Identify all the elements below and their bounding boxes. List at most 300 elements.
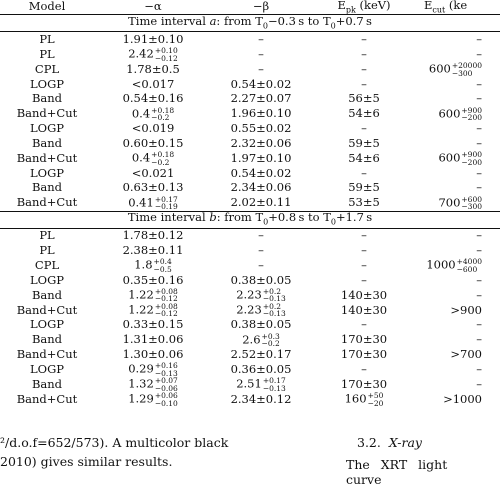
lower-error: −0.12 — [154, 309, 178, 319]
cell-beta — [212, 228, 310, 243]
cell-ecut — [418, 348, 500, 363]
lower-error: −0.13 — [262, 294, 286, 304]
cell-beta — [212, 333, 310, 348]
model-name: Band — [31, 287, 63, 302]
asymmetric-error — [263, 288, 286, 303]
value: – — [476, 180, 482, 195]
upper-error: +4000 — [456, 257, 482, 267]
lower-error: −0.13 — [154, 368, 178, 378]
model-name: Band+Cut — [16, 195, 78, 210]
cell-model — [0, 303, 94, 318]
cell-beta — [212, 258, 310, 273]
value: 170±30 — [340, 377, 388, 392]
model-name: Band+Cut — [16, 347, 78, 362]
value: 600 — [428, 61, 451, 76]
model-name: PL — [39, 31, 55, 46]
cell-alpha — [94, 392, 212, 407]
model-name: LOGP — [30, 121, 64, 136]
cell-alpha — [94, 258, 212, 273]
lower-error: −20 — [367, 398, 384, 408]
model-name: LOGP — [30, 272, 64, 287]
asymmetric-error — [155, 47, 178, 62]
header-epk: $E_{pk}$ (keV) — [310, 0, 418, 15]
cell-alpha — [94, 196, 212, 212]
lower-error: −0.13 — [262, 383, 286, 393]
cell-ecut — [418, 196, 500, 212]
cell-beta — [212, 122, 310, 137]
lower-error: −200 — [461, 113, 482, 123]
cell-alpha — [94, 166, 212, 181]
value: <0.019 — [131, 121, 175, 136]
cell-epk — [310, 196, 418, 212]
value: 0.33±0.15 — [122, 317, 184, 332]
upper-error: +0.07 — [154, 376, 178, 386]
value: – — [361, 272, 367, 287]
value: 1.22 — [128, 302, 154, 317]
value: 1.22 — [128, 287, 154, 302]
value: – — [258, 242, 264, 257]
upper-error: +900 — [461, 150, 482, 160]
model-name: CPL — [34, 61, 60, 76]
cell-epk — [310, 348, 418, 363]
value: 1.8 — [134, 257, 153, 272]
cell-ecut — [418, 92, 500, 107]
value: 2.27±0.07 — [230, 91, 292, 106]
body-text-line: ²/d.o.f=652/573). A multicolor black — [0, 435, 229, 450]
value: 2.34±0.06 — [230, 180, 292, 195]
model-name: Band+Cut — [16, 106, 78, 121]
value: – — [476, 91, 482, 106]
upper-error: +0.10 — [154, 46, 178, 56]
lower-error: −0.2 — [151, 113, 170, 123]
cell-alpha — [94, 377, 212, 392]
cell-alpha — [94, 288, 212, 303]
cell-model — [0, 377, 94, 392]
cell-alpha — [94, 243, 212, 258]
cell-epk — [310, 136, 418, 151]
section-title-part: 0 — [330, 21, 336, 31]
value: 2.52±0.17 — [230, 347, 292, 362]
model-name: Band — [31, 135, 63, 150]
upper-error: +0.08 — [154, 286, 178, 296]
value: 59±5 — [348, 180, 380, 195]
cell-model — [0, 107, 94, 122]
value: – — [361, 165, 367, 180]
section-heading: 3.2. X-ray — [357, 435, 422, 450]
section-title-part: 0 — [262, 21, 268, 31]
value: >900 — [450, 302, 482, 317]
cell-beta — [212, 288, 310, 303]
value: 54±6 — [348, 106, 380, 121]
value: – — [258, 46, 264, 61]
upper-error: +50 — [367, 391, 384, 401]
value: 160 — [344, 391, 367, 406]
value: 0.60±0.15 — [122, 135, 184, 150]
cell-beta — [212, 47, 310, 62]
upper-error: +0.08 — [154, 301, 178, 311]
value: 2.02±0.11 — [230, 195, 292, 210]
upper-error: +600 — [461, 194, 482, 204]
value: 0.29 — [128, 361, 154, 376]
cell-ecut — [418, 77, 500, 92]
value: 0.54±0.02 — [230, 76, 292, 91]
value: >1000 — [443, 392, 482, 407]
upper-error: +0.16 — [154, 361, 178, 371]
value: – — [361, 228, 367, 243]
cell-alpha — [94, 47, 212, 62]
cell-alpha — [94, 107, 212, 122]
asymmetric-error — [262, 333, 280, 348]
value: 0.4 — [131, 106, 151, 121]
cell-ecut — [418, 362, 500, 377]
upper-error: +20000 — [451, 61, 482, 71]
value: <0.021 — [131, 165, 175, 180]
asymmetric-error — [155, 288, 178, 303]
lower-error: −200 — [461, 157, 482, 167]
table-row — [0, 196, 500, 212]
model-name: Band — [31, 332, 63, 347]
value: 140±30 — [340, 287, 388, 302]
body-text-fragment — [0, 416, 474, 487]
value: 170±30 — [340, 347, 388, 362]
cell-epk — [310, 362, 418, 377]
cell-ecut — [418, 166, 500, 181]
value: 0.38±0.05 — [230, 317, 292, 332]
asymmetric-error — [461, 107, 482, 122]
cell-model — [0, 273, 94, 288]
cell-epk — [310, 377, 418, 392]
table-row — [0, 181, 500, 196]
upper-error: +0.3 — [261, 331, 280, 341]
cell-beta — [212, 166, 310, 181]
value: – — [476, 272, 482, 287]
model-name: LOGP — [30, 165, 64, 180]
asymmetric-error — [452, 62, 482, 77]
model-name: PL — [39, 228, 55, 243]
cell-epk — [310, 47, 418, 62]
table-row — [0, 318, 500, 333]
value: 0.41 — [128, 195, 154, 210]
value: 2.42 — [128, 46, 154, 61]
value: – — [476, 362, 482, 377]
cell-ecut — [418, 151, 500, 166]
section-title-part: Time interval — [128, 14, 210, 29]
lower-error: −0.2 — [261, 339, 280, 349]
cell-model — [0, 362, 94, 377]
cell-ecut — [418, 136, 500, 151]
model-name: LOGP — [30, 76, 64, 91]
value: 53±5 — [348, 195, 380, 210]
cell-epk — [310, 107, 418, 122]
cell-model — [0, 166, 94, 181]
section-title-part: 0 — [330, 217, 336, 227]
cell-ecut — [418, 392, 500, 407]
lower-error: −0.19 — [154, 202, 178, 212]
cell-epk — [310, 32, 418, 47]
cell-alpha — [94, 303, 212, 318]
value: – — [361, 31, 367, 46]
asymmetric-error — [151, 107, 174, 122]
value: 0.38±0.05 — [230, 272, 292, 287]
value: – — [476, 31, 482, 46]
value: 1.32 — [128, 376, 154, 391]
table-row — [0, 392, 500, 407]
lower-error: −0.12 — [154, 294, 178, 304]
asymmetric-error — [151, 151, 174, 166]
cell-beta — [212, 318, 310, 333]
cell-model — [0, 181, 94, 196]
model-name: LOGP — [30, 362, 64, 377]
cell-beta — [212, 92, 310, 107]
value: – — [361, 46, 367, 61]
value: 0.54±0.02 — [230, 165, 292, 180]
section-title-part: +0.7 s — [335, 14, 372, 29]
value: 1.31±0.06 — [122, 332, 184, 347]
cell-ecut — [418, 181, 500, 196]
cell-model — [0, 62, 94, 77]
value: <0.017 — [131, 76, 175, 91]
table-row — [0, 303, 500, 318]
cell-model — [0, 318, 94, 333]
lower-error: −600 — [456, 264, 478, 274]
cell-alpha — [94, 62, 212, 77]
value: 600 — [438, 150, 461, 165]
lower-error: −0.13 — [262, 309, 286, 319]
table-row — [0, 348, 500, 363]
section-title-part: : from T — [216, 14, 263, 29]
value: – — [476, 377, 482, 392]
cell-model — [0, 32, 94, 47]
value: – — [361, 242, 367, 257]
cell-alpha — [94, 32, 212, 47]
model-name: Band — [31, 91, 63, 106]
section-title-part: +1.7 s — [335, 210, 373, 225]
model-name: PL — [39, 46, 55, 61]
asymmetric-error — [154, 258, 172, 273]
model-name: Band+Cut — [16, 302, 78, 317]
cell-alpha — [94, 77, 212, 92]
cell-epk — [310, 77, 418, 92]
model-name: Band+Cut — [16, 392, 78, 407]
cell-model — [0, 228, 94, 243]
section-title-part: a — [209, 14, 217, 29]
value: – — [258, 61, 264, 76]
table-row — [0, 107, 500, 122]
cell-ecut — [418, 377, 500, 392]
section-title-part: −0.3 s to T — [267, 14, 331, 29]
table-row — [0, 136, 500, 151]
section-title-part: Time interval — [127, 210, 210, 225]
value: 2.51 — [236, 376, 262, 391]
cell-ecut — [418, 228, 500, 243]
lower-error: −0.2 — [151, 157, 170, 167]
model-name: Band — [31, 377, 63, 392]
body-text-line: The XRT light curve — [346, 457, 448, 487]
cell-beta — [212, 136, 310, 151]
asymmetric-error — [155, 392, 178, 407]
value: 1.78±0.12 — [122, 228, 184, 243]
cell-alpha — [94, 348, 212, 363]
value: 2.38±0.11 — [122, 242, 184, 257]
cell-beta — [212, 32, 310, 47]
table-row — [0, 273, 500, 288]
table-row — [0, 151, 500, 166]
cell-beta — [212, 181, 310, 196]
upper-error: +0.18 — [151, 105, 175, 115]
cell-ecut — [418, 288, 500, 303]
table-row — [0, 228, 500, 243]
value: – — [258, 257, 264, 272]
value: 1.91±0.10 — [122, 31, 184, 46]
cell-alpha — [94, 92, 212, 107]
cell-alpha — [94, 122, 212, 137]
value: – — [476, 135, 482, 150]
cell-alpha — [94, 333, 212, 348]
section-title — [0, 211, 500, 228]
model-name: PL — [39, 242, 55, 257]
value: 54±6 — [348, 150, 380, 165]
lower-error: −300 — [451, 68, 473, 78]
cell-beta — [212, 151, 310, 166]
header-alpha: −α — [94, 0, 212, 15]
cell-epk — [310, 273, 418, 288]
cell-alpha — [94, 318, 212, 333]
cell-model — [0, 196, 94, 212]
value: – — [476, 121, 482, 136]
asymmetric-error — [155, 196, 178, 211]
section-title-row — [0, 15, 500, 32]
value: 0.55±0.02 — [230, 121, 292, 136]
value: – — [361, 362, 367, 377]
cell-epk — [310, 303, 418, 318]
cell-ecut — [418, 107, 500, 122]
cell-model — [0, 92, 94, 107]
table-header-row — [0, 0, 500, 15]
asymmetric-error — [461, 196, 482, 211]
cell-alpha — [94, 151, 212, 166]
cell-model — [0, 122, 94, 137]
cell-epk — [310, 228, 418, 243]
value: 170±30 — [340, 332, 388, 347]
cell-epk — [310, 166, 418, 181]
lower-error: −0.06 — [154, 383, 178, 393]
cell-epk — [310, 258, 418, 273]
upper-error: +0.2 — [262, 286, 282, 296]
asymmetric-error — [155, 362, 178, 377]
value: 0.54±0.16 — [122, 91, 184, 106]
value: 1.96±0.10 — [230, 106, 292, 121]
cell-model — [0, 151, 94, 166]
cell-beta — [212, 273, 310, 288]
value: 140±30 — [340, 302, 388, 317]
upper-error: +0.18 — [151, 150, 175, 160]
value: – — [361, 257, 367, 272]
value: – — [361, 317, 367, 332]
value: – — [476, 228, 482, 243]
section-title-row — [0, 211, 500, 228]
body-text-line: 2010) gives similar results. — [0, 454, 173, 469]
value: – — [258, 31, 264, 46]
value: 56±5 — [348, 91, 380, 106]
cell-ecut — [418, 258, 500, 273]
table-row — [0, 122, 500, 137]
cell-ecut — [418, 303, 500, 318]
cell-model — [0, 258, 94, 273]
asymmetric-error — [368, 392, 384, 407]
cell-epk — [310, 92, 418, 107]
cell-epk — [310, 318, 418, 333]
asymmetric-error — [457, 258, 482, 273]
value: 59±5 — [348, 135, 380, 150]
header-model: Model — [0, 0, 94, 15]
table-row — [0, 377, 500, 392]
cell-alpha — [94, 228, 212, 243]
asymmetric-error — [263, 377, 286, 392]
value: – — [476, 317, 482, 332]
cell-model — [0, 288, 94, 303]
cell-model — [0, 243, 94, 258]
cell-alpha — [94, 362, 212, 377]
cell-alpha — [94, 181, 212, 196]
value: 2.34±0.12 — [230, 392, 292, 407]
value: >700 — [450, 347, 482, 362]
value: – — [258, 228, 264, 243]
cell-epk — [310, 392, 418, 407]
table-row — [0, 62, 500, 77]
cell-beta — [212, 303, 310, 318]
lower-error: −0.12 — [154, 53, 178, 63]
value: 0.35±0.16 — [122, 272, 184, 287]
section-title-part: : from T — [216, 210, 264, 225]
cell-beta — [212, 362, 310, 377]
cell-epk — [310, 333, 418, 348]
table-row — [0, 243, 500, 258]
value: 1000 — [426, 257, 456, 272]
value: 0.4 — [131, 150, 151, 165]
header-beta: −β — [212, 0, 310, 15]
table-row — [0, 92, 500, 107]
table-row — [0, 47, 500, 62]
table-row — [0, 288, 500, 303]
cell-epk — [310, 288, 418, 303]
cell-model — [0, 77, 94, 92]
value: – — [476, 46, 482, 61]
value: 700 — [438, 195, 461, 210]
lower-error: −0.5 — [153, 264, 172, 274]
asymmetric-error — [461, 151, 482, 166]
upper-error: +0.2 — [262, 301, 282, 311]
value: – — [476, 242, 482, 257]
upper-error: +0.17 — [262, 376, 286, 386]
lower-error: −300 — [461, 202, 482, 212]
value: 0.63±0.13 — [122, 180, 184, 195]
model-name: Band — [31, 180, 63, 195]
model-name: CPL — [34, 257, 60, 272]
cell-beta — [212, 348, 310, 363]
section-title-part: b — [209, 210, 217, 225]
value: 600 — [438, 106, 461, 121]
header-ecut: $E_{cut}$ (ke — [418, 0, 500, 15]
cell-model — [0, 333, 94, 348]
cell-ecut — [418, 62, 500, 77]
table-row — [0, 166, 500, 181]
section-title — [0, 15, 500, 32]
table-row — [0, 258, 500, 273]
table-row — [0, 77, 500, 92]
upper-error: +900 — [461, 105, 482, 115]
cell-ecut — [418, 318, 500, 333]
value: 2.23 — [236, 302, 262, 317]
